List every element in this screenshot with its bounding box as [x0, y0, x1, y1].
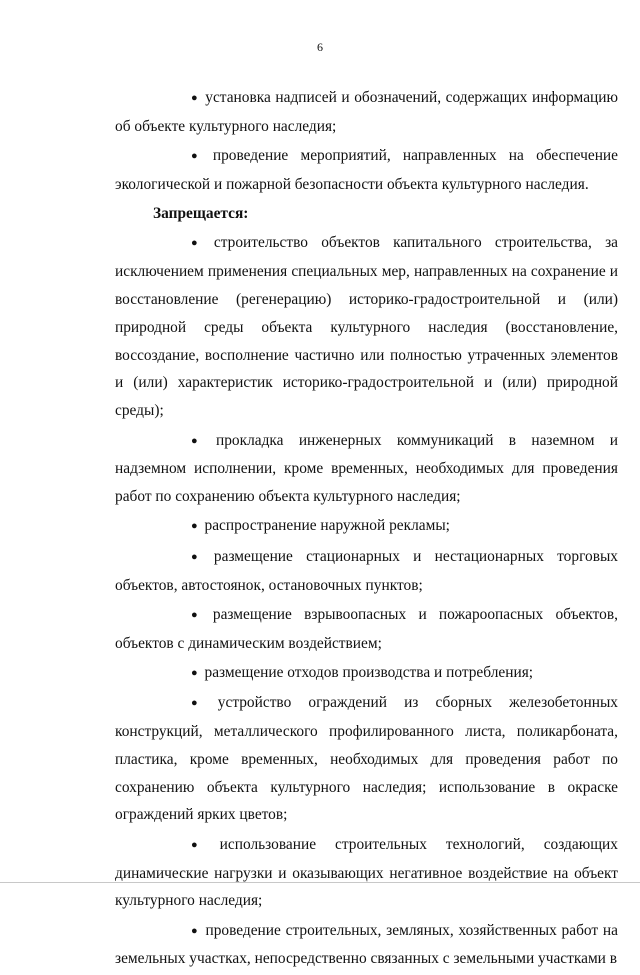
list-item	[115, 659, 618, 688]
bottom-divider	[0, 882, 640, 883]
bullet-icon: ●	[191, 92, 198, 104]
bullet-icon: ●	[191, 924, 198, 937]
list-item	[115, 427, 618, 511]
list-item	[115, 142, 618, 199]
list-item	[115, 689, 618, 829]
list-item-text: проведение строительных, земляных, хозяйственных работ на земельных участках, непосредственно связанных с земельными участками в	[115, 921, 618, 968]
section-heading: Запрещается:	[153, 205, 249, 223]
list-item	[115, 543, 618, 600]
bullet-icon: ●	[191, 608, 198, 621]
bullet-icon: ●	[191, 237, 198, 250]
bullet-icon: ●	[191, 697, 198, 710]
list-item	[115, 229, 618, 425]
list-item-text: размещение взрывоопасных и пожароопасных объектов, объектов с динамическим воздействием;	[115, 605, 618, 652]
list-item-text: устройство ограждений из сборных железобетонных конструкций, металлического профилированного листа, поликарбоната, пластика, кроме временных, необходимых для проведения работ по сохранению объекта культурного наследия; использование в окраске ограждений ярких цветов;	[115, 694, 618, 824]
list-item	[115, 831, 618, 915]
list-item-text: прокладка инженерных коммуникаций в наземном и надземном исполнении, кроме временных, необходимых для проведения работ по сохранению объекта культурного наследия;	[115, 431, 618, 506]
list-item-text: использование строительных технологий, создающих динамические нагрузки и оказывающих негативное воздействие на объект культурного наследия;	[115, 835, 618, 910]
list-item	[115, 917, 618, 974]
list-item	[115, 84, 618, 141]
list-item	[115, 512, 618, 541]
bullet-icon: ●	[191, 520, 198, 533]
bullet-icon: ●	[191, 550, 198, 563]
list-item-text: строительство объектов капитального строительства, за исключением применения специальных мер, направленных на сохранение и восстановление (регенерацию) историко-градостроительной и (или) природной среды объекта культурного наследия (восстановление, воссоздание, восполнение частично или полностью утраченных элементов и (или) характеристик историко-градостроительной и (или) природной среды);	[115, 234, 618, 420]
bullet-icon: ●	[191, 838, 198, 851]
list-item-text: распространение наружной рекламы;	[204, 517, 450, 535]
bullet-icon: ●	[191, 666, 198, 679]
bullet-icon: ●	[191, 434, 198, 447]
document-body	[115, 84, 618, 975]
list-item-text: размещение отходов производства и потребления;	[204, 663, 534, 681]
list-item-text: проведение мероприятий, направленных на обеспечение экологической и пожарной безопасности объекта культурного наследия.	[115, 147, 618, 193]
bullet-icon: ●	[191, 150, 198, 163]
list-item-text: установка надписей и обозначений, содержащих информацию об объекте культурного наследия;	[115, 89, 618, 135]
page-number: 6	[317, 40, 323, 54]
list-item	[115, 601, 618, 658]
list-item-text: размещение стационарных и нестационарных торговых объектов, автостоянок, остановочных пунктов;	[115, 547, 618, 594]
